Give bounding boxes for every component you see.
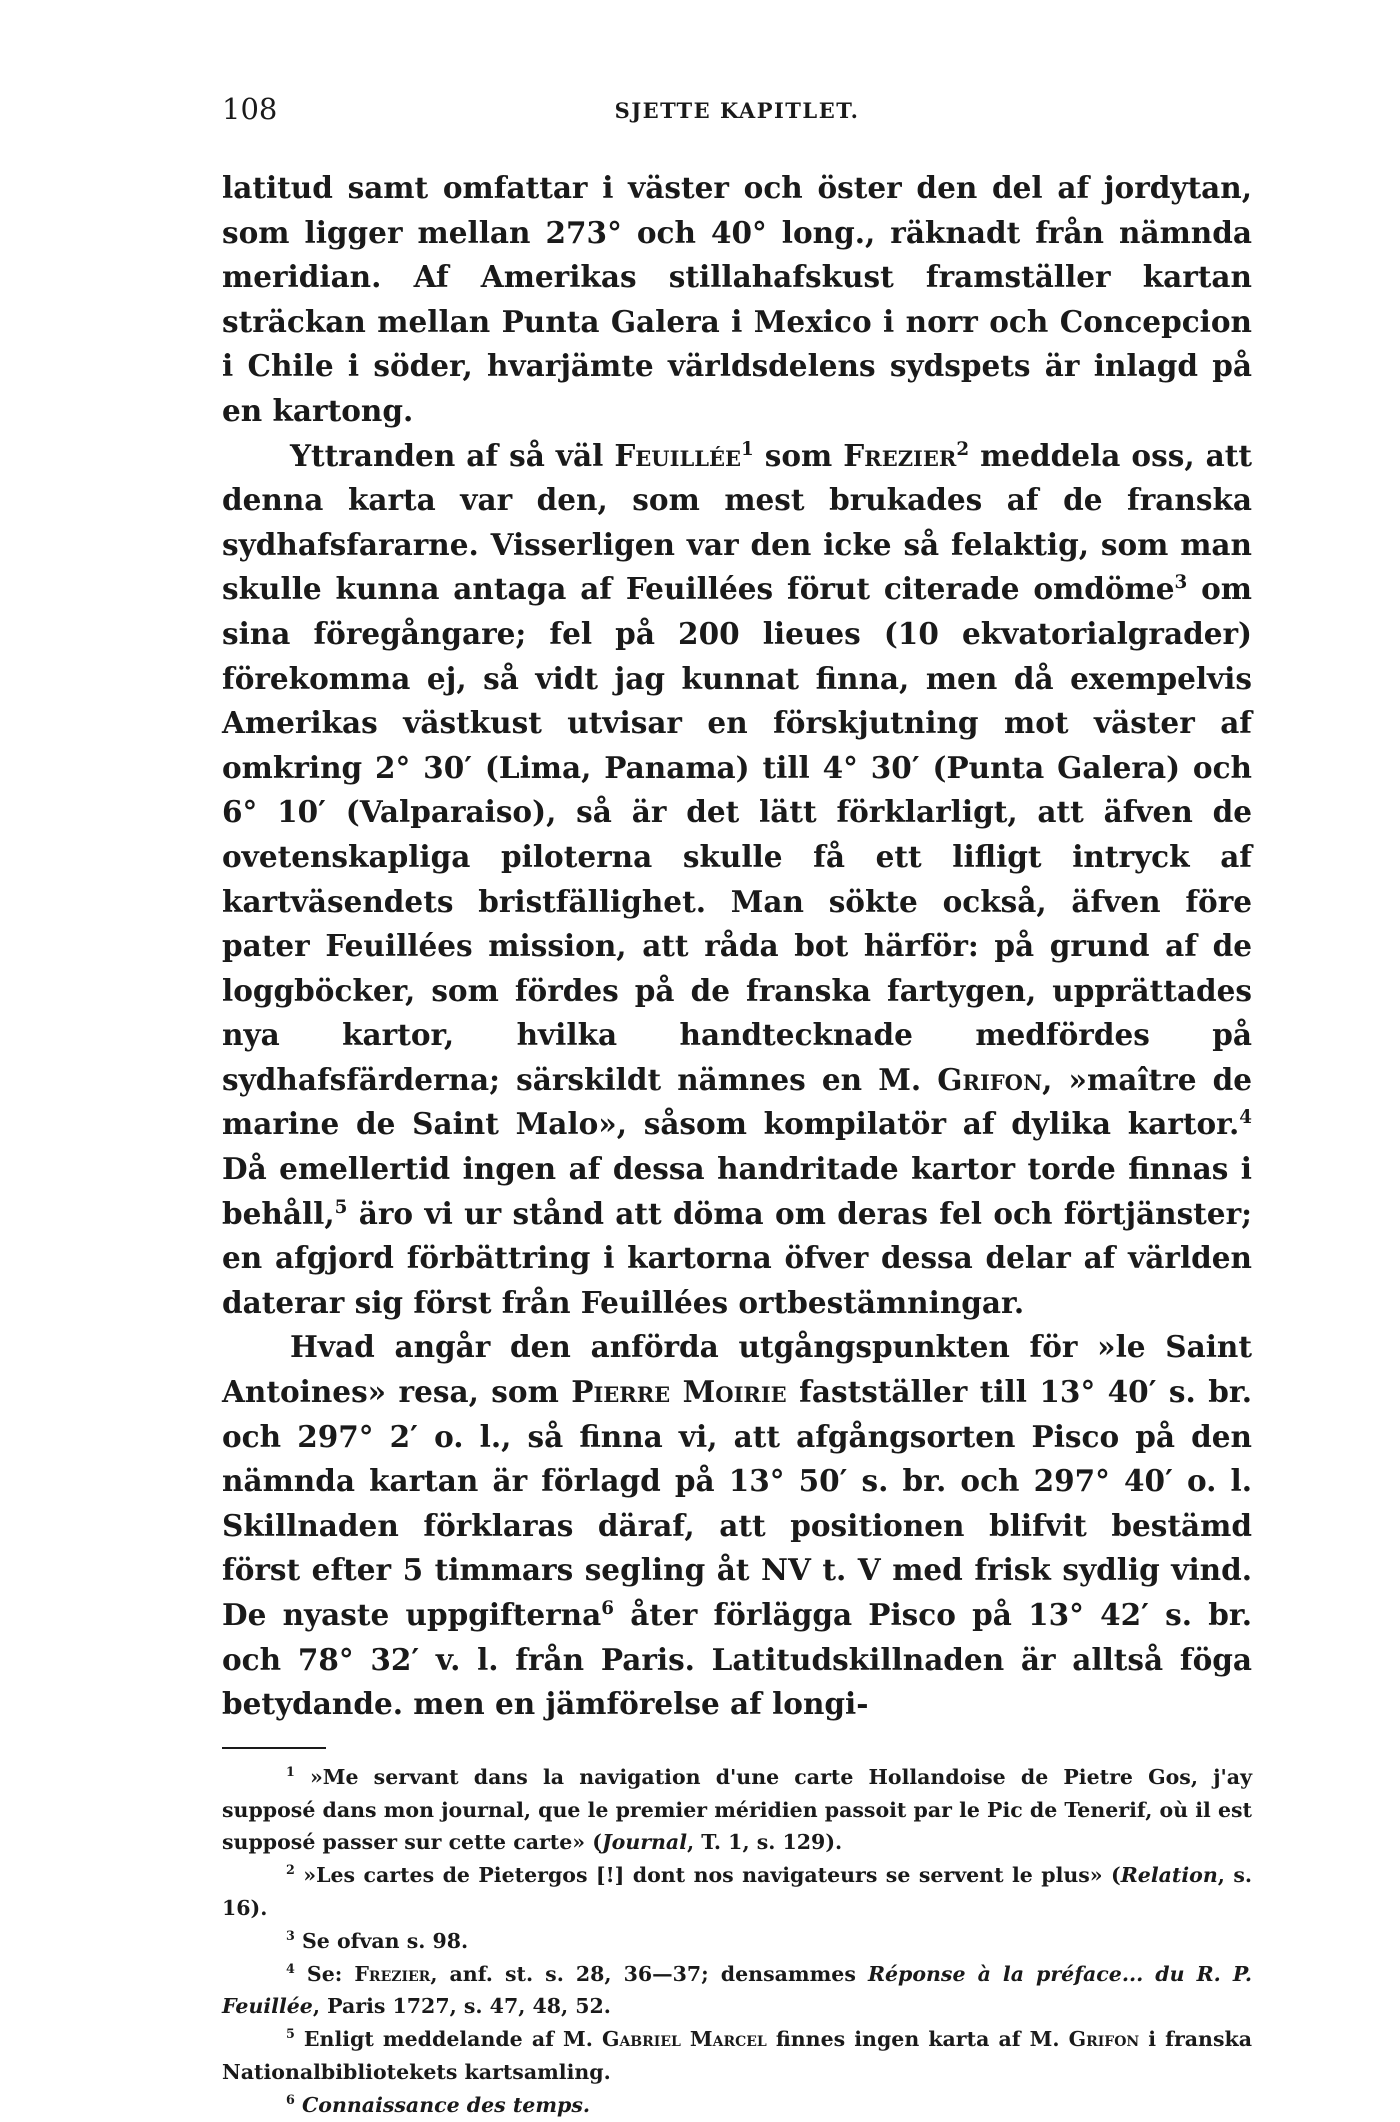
page-number: 108	[222, 92, 278, 126]
footnote-text: finnes ingen karta af M.	[766, 2027, 1069, 2052]
footnote-ref-4: 4	[1239, 1107, 1252, 1129]
footnote-ref-3: 3	[1174, 572, 1188, 594]
author-name-gabriel-marcel: Gabriel Marcel	[601, 2027, 767, 2052]
footnote-mark: 3	[286, 1927, 295, 1943]
footnote-2	[222, 1859, 1252, 1925]
footnote-text: »Les cartes de Pietergos [!] dont nos navigateurs se servent le plus» (	[294, 1863, 1121, 1888]
footnote-text: , s. 16).	[222, 1863, 1252, 1920]
author-name-frezier: Frezier	[843, 437, 957, 473]
footnote-5	[222, 2023, 1252, 2089]
author-name-grifon: Grifon	[937, 1061, 1043, 1097]
footnote-3	[222, 1925, 1252, 1958]
cited-title: Connaissance des temps.	[301, 2092, 591, 2117]
footnote-mark: 1	[286, 1763, 295, 1779]
book-page	[222, 92, 1252, 2122]
paragraph-2-text: Yttranden af så väl	[290, 437, 615, 473]
footnote-text: Se ofvan s. 98.	[294, 1928, 469, 1953]
author-name-grifon: Grifon	[1068, 2027, 1140, 2052]
page-header	[222, 92, 1252, 132]
footnote-1	[222, 1761, 1252, 1859]
footnote-text: i franska Nationalbibliotekets kartsamling.	[222, 2027, 1252, 2084]
cited-title: Journal	[601, 1830, 688, 1855]
paragraph-2-text: äro vi ur stånd att döma om deras fel och förtjänster; en afgjord förbättring i kartorna öfver dessa delar af världen daterar sig först från Feuillées ortbestämningar.	[222, 1195, 1252, 1320]
footnote-ref-2: 2	[956, 438, 970, 460]
footnote-text: Se:	[294, 1961, 355, 1986]
paragraph-2-text: som	[753, 437, 844, 473]
paragraph-3	[222, 1325, 1252, 1726]
paragraph-2-text: , »maître de marine de Saint Malo», såsom kompilatör af dylika kartor.	[222, 1061, 1252, 1142]
paragraph-1	[222, 166, 1252, 434]
paragraph-3-text: åter förlägga Pisco på 13° 42′ s. br. och 78° 32′ v. l. från Paris. Latitudskillnaden är alltså föga betydande. men en jämförelse af longi-	[222, 1597, 1253, 1722]
paragraph-2	[222, 434, 1252, 1326]
paragraph-1-text: latitud samt omfattar i väster och öster den del af jordytan, som ligger mellan 273° och 40° long., räknadt från nämnda meridian. Af Amerikas stillahafskust framställer kartan sträckan mellan Punta Galera i Mexico i norr och Concepcion i Chile i söder, hvarjämte världsdelens sydspets är inlagd på en kartong.	[222, 170, 1252, 428]
footnote-mark: 6	[286, 2091, 295, 2107]
footnote-text: Enligt meddelande af M.	[294, 2027, 602, 2052]
footnote-text: , anf. st. s. 28, 36—37; densammes	[430, 1961, 868, 1986]
footnote-mark: 2	[286, 1862, 295, 1878]
author-name-frezier: Frezier	[354, 1961, 431, 1986]
running-head: SJETTE KAPITLET.	[614, 98, 860, 123]
footnote-ref-1: 1	[741, 438, 754, 460]
body-text	[222, 166, 1252, 1727]
footnote-ref-5: 5	[334, 1196, 348, 1218]
paragraph-3-text: Hvad angår den anförda utgångspunkten för »le Saint Antoines» resa, som	[222, 1329, 1252, 1410]
paragraph-2-text: Då emellertid ingen af dessa handritade kartor torde finnas i behåll,	[222, 1151, 1252, 1231]
footnote-mark: 5	[286, 2026, 295, 2042]
paragraph-2-text: meddela oss, att denna karta var den, som mest brukades af de franska sydhafsfararne. Visserligen var den icke så felaktig, som man skulle kunna antaga af Feuillées förut citerade omdöme	[222, 437, 1252, 607]
footnote-4	[222, 1958, 1252, 2024]
paragraph-2-text: om sina föregångare; fel på 200 lieues (10 ekvatorialgrader) förekomma ej, så vidt jag kunnat finna, men då exempelvis Amerikas västkust utvisar en förskjutning mot väster af omkring 2° 30′ (Lima, Panama) till 4° 30′ (Punta Galera) och 6° 10′ (Valparaiso), så är det lätt förklarligt, att äfven de ovetenskapliga piloterna skulle få ett lifligt intryck af kartväsendets bristfällighet. Man sökte också, äfven före pater Feuillées mission, att råda bot härför: på grund af de loggböcker, som fördes på de franska fartygen, upprättades nya kartor, hvilka handtecknade medfördes på sydhafsfärderna; särskildt nämnes en M.	[222, 571, 1252, 1097]
footnotes	[222, 1761, 1252, 2122]
author-name-feuillee: Feuillée	[614, 437, 741, 473]
footnote-text: , T. 1, s. 129).	[687, 1830, 843, 1855]
cited-title: Réponse à la préface... du R. P. Feuillée	[222, 1961, 1252, 2019]
footnote-divider	[222, 1747, 326, 1749]
footnote-ref-6: 6	[601, 1598, 614, 1620]
footnote-text: , Paris 1727, s. 47, 48, 52.	[312, 1994, 611, 2019]
cited-title: Relation	[1120, 1863, 1218, 1888]
author-name-pierre-moirie: Pierre Moirie	[571, 1374, 787, 1410]
footnote-6	[222, 2089, 1252, 2122]
footnote-text: »Me servant dans la navigation d'une carte Hollandoise de Pietre Gos, j'ay supposé dans mon journal, que le premier méridien passoit par le Pic de Tenerif, où il est supposé passer sur cette carte» (	[222, 1764, 1252, 1855]
footnote-mark: 4	[286, 1960, 295, 1976]
paragraph-3-text: fastställer till 13° 40′ s. br. och 297° 2′ o. l., så finna vi, att afgångsorten Pisco på den nämnda kartan är förlagd på 13° 50′ s. br. och 297° 40′ o. l. Skillnaden förklaras däraf, att positionen blifvit bestämd först efter 5 timmars segling åt NV t. V med frisk sydlig vind. De nyaste uppgifterna	[222, 1374, 1252, 1632]
